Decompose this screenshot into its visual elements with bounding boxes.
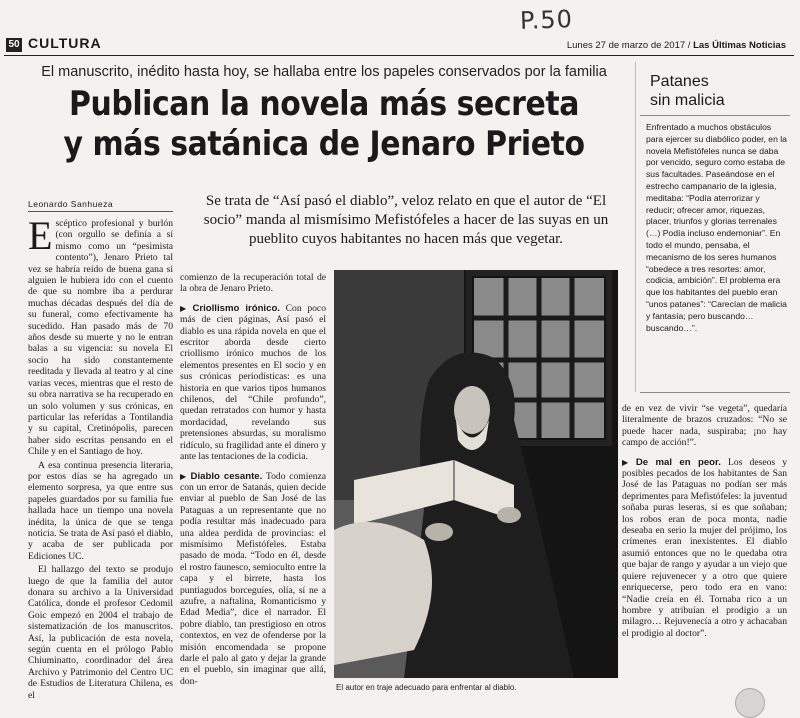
subhead-arrow-icon: ▶ xyxy=(180,471,188,481)
col2-paragraph-2-text: Todo comienza con un error de Satanás, quien decide enviar al pueblo de San José de las Pataguas a un representante que no podía resultar más inadecuado para una aldea perdida de provincias: el mismísimo Mefistófeles. Estaba pasado de moda. “Todo en él, desde el rostro faunesco, semioculto entre la capa y el birrete, hasta los puntiagudos borceguíes, olía, sí ne a azufre, a naftalina, Romanticismo y Edad Media”, dice el narrador. El pobre diablo, tan prestigioso en otros contextos, en vez de ofenderse por la misión encomendada se propone darle el palo al gato y dejar la grande en el pueblo, sin imaginar que allá, don- xyxy=(180,470,327,687)
sidebar-title-line-2: sin malicia xyxy=(650,92,725,109)
article-headline xyxy=(60,84,588,164)
byline: Leonardo Sanhueza xyxy=(28,199,114,209)
section-label: CULTURA xyxy=(28,35,102,51)
subhead-mal-en-peor: De mal en peor. xyxy=(635,456,721,468)
drop-cap: E xyxy=(28,213,53,258)
article-deck: Se trata de “Así pasó el diablo”, veloz relato en que el autor de “El socio” manda al mismísimo Mefistófeles a hacer de las suyas en un pueblito cuyos habitantes no hacen más que vegetar. xyxy=(203,193,609,247)
dateline-separator: / xyxy=(685,40,694,51)
headline-line-2: y más satánica de Jenaro Prieto xyxy=(63,124,585,164)
col1-paragraph-1 xyxy=(28,213,173,458)
author-photo xyxy=(334,270,618,678)
handwritten-page-note: P.50 xyxy=(519,5,574,35)
col3-paragraph-1 xyxy=(622,457,787,640)
article-kicker: El manuscrito, inédito hasta hoy, se hallaba entre los papeles conservados por la familia xyxy=(41,64,607,80)
sidebar-text: Enfrentado a muchos obstáculos para ejercer su diabólico poder, en la novela Mefistófeles nunca se daba por vencido, seguro como estaba de sus facultades. Paseándose en el estrecho campanario de la iglesia, meditaba: “Podía aterrorizar y reducir; ofrecer amor, riquezas, placer, triunfos y glorias terrenales (…) Podía incluso endemoniar”. En todo el mundo, pensaba, el mecanismo de los seres humanos “obedece a tres resortes: amor, codicia, ambición”. El problema era que los habitantes del pueblo eran “unos patanes”: “Carecían de malicia y fantasía; pero buscando… buscando…”. xyxy=(646,122,787,333)
page-number: 50 xyxy=(6,38,22,52)
dateline xyxy=(567,40,786,51)
col2-paragraph-1 xyxy=(180,303,326,463)
subhead-arrow-icon: ▶ xyxy=(180,303,190,313)
article-column-2 xyxy=(180,272,326,689)
col2-paragraph-2 xyxy=(180,471,326,688)
subhead-criollismo: Criollismo irónico. xyxy=(192,302,280,314)
col1-paragraph-2: A esa continua presencia literaria, por estos días se ha agregado un elemento sorpresa, ya que entre sus papeles guardados por su familia fue hallada hace un tiempo una novela inédita, la única de que se tenga noticia. Se trata de Así pasó el diablo, y acaba de ser publicada por Ediciones UC. xyxy=(28,459,173,562)
header-rule xyxy=(4,55,794,56)
sidebar-rule-top xyxy=(640,115,790,116)
paper-name: Las Últimas Noticias xyxy=(693,40,786,51)
sidebar-divider xyxy=(635,62,636,392)
col1-paragraph-3: El hallazgo del texto se produjo luego de que la familia del autor donara su archivo a la Universidad Católica, donde el profesor Cedomil Goic empezó en 2004 el trabajo de sistematización de los manuscritos. Así, la publicación de esta novela, según cuenta en el prólogo Pablo Chiuminatto, coordinador del área Archivo y Patrimonio del Centro UC de Estudios de Literatura Chilena, es el xyxy=(28,564,173,701)
author-photo-graphic xyxy=(334,270,618,678)
photo-caption: El autor en traje adecuado para enfrentar al diablo. xyxy=(336,683,517,692)
sidebar-rule-bottom xyxy=(640,392,790,393)
sidebar-title xyxy=(650,72,795,110)
subhead-diablo-cesante: Diablo cesante. xyxy=(190,470,263,482)
col3-paragraph-0: de en vez de vivir “se vegeta”, quedaría literalmente de brazos cruzados: “No se puede hacer nada, suspiraba; ¡no hay campo de acción!”. xyxy=(622,403,787,449)
col2-paragraph-1-text: Con poco más de cien páginas, Así pasó el diablo es una rápida novela en que el escritor aborda desde cierto criollismo irónico muchos de los elementos presentes en El socio y en sus crónicas periodísticas: es una historia en que varios tipos humanos chilenos, del “Chile profundo”, quedan retratados con humor y hasta mordacidad, revelando sus pretensiones absurdas, su moralismo ridículo, su fragilidad ante el dinero y ante las tentaciones de la codicia. xyxy=(180,302,326,463)
sidebar-title-line-1: Patanes xyxy=(650,73,709,90)
col1-paragraph-1-text: scéptico profesional y burlón (con orgullo se definía a sí mismo como un “pesimista contento”), Jenaro Prieto tal vez se habría reído de buena gana si alguien le hubiera ido con el cuento de que su nombre iba a perdurar muchas décadas después del día de su funeral, como efectivamente ha sucedido. Han pasado más de 70 años desde su muerte y no le entran balas a su vigencia: su novela El socio ha sido constantemente reeditada y llevada al teatro y al cine varias veces, mientras que el resto de su obra narrativa se ha recuperado en un solo volumen y sus crónicas, en particular las referidas a Tontilandia y su capital, Cretinópolis, parecen haber sido escritas pensando en el Chile y en el Santiago de hoy. xyxy=(28,218,173,458)
article-column-3 xyxy=(622,403,787,641)
col3-paragraph-1-text: Los deseos y posibles pecados de los habitantes de San José de las Pataguas no podían ser más deprimentes para Mefistófeles: la juventud soñaba puras leseras, si es que soñaban; los robos eran de poca monta, nadie deseaba en serio la mujer del prójimo, los crímenes eran inexistentes. El diablo asumió entonces que no le quedaba otra que bajar de rango y ayudar a un viejo que quiere rejuvenecer y a otro que quiere enriquecerse, pero todo era en vano: “Nadie creía en él. Tornaba rico a un hombre y atribuían el prodigio a un milagro… Rejuvenecía a otro y achacaban el prodigio al doctor”. xyxy=(622,456,788,639)
columnist-thumbnail xyxy=(735,688,765,718)
issue-date: Lunes 27 de marzo de 2017 xyxy=(566,40,686,51)
col2-paragraph-0: comienzo de la recuperación total de la obra de Jenaro Prieto. xyxy=(180,272,326,295)
byline-rule xyxy=(28,211,173,212)
headline-line-1: Publican la novela más secreta xyxy=(69,84,579,124)
article-column-1 xyxy=(28,213,173,703)
subhead-arrow-icon: ▶ xyxy=(622,457,633,467)
